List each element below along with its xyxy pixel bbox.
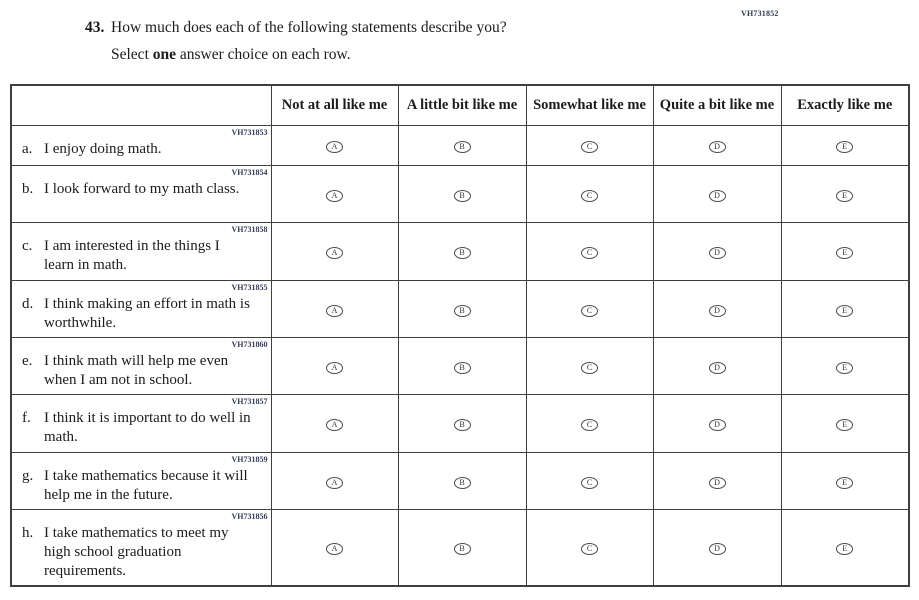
table-header xyxy=(11,85,909,125)
option-cell xyxy=(271,280,398,337)
option-cell xyxy=(271,165,398,222)
question-text: How much does each of the following statements describe you? xyxy=(111,19,507,36)
statement-cell xyxy=(11,337,271,394)
bubble-letter: E xyxy=(842,362,848,372)
answer-bubble-e[interactable] xyxy=(836,419,853,431)
answer-bubble-b[interactable] xyxy=(454,543,471,555)
answer-bubble-b[interactable] xyxy=(454,190,471,202)
option-cell xyxy=(526,394,653,452)
question-block xyxy=(85,18,785,64)
question-number: 43. xyxy=(85,19,105,36)
answer-bubble-d[interactable] xyxy=(709,477,726,489)
option-cell xyxy=(653,394,781,452)
answer-bubble-e[interactable] xyxy=(836,190,853,202)
answer-bubble-c[interactable] xyxy=(581,543,598,555)
option-cell xyxy=(271,337,398,394)
answer-bubble-e[interactable] xyxy=(836,305,853,317)
table-row xyxy=(11,125,909,165)
bubble-letter: C xyxy=(586,420,593,429)
answer-bubble-e[interactable] xyxy=(836,247,853,259)
option-cell xyxy=(271,222,398,280)
table-row xyxy=(11,394,909,452)
answer-bubble-b[interactable] xyxy=(454,362,471,374)
row-code: VH731855 xyxy=(231,282,268,292)
option-cell xyxy=(271,125,398,165)
option-cell xyxy=(781,280,909,337)
bubble-letter: C xyxy=(586,362,593,372)
row-letter: g. xyxy=(22,467,34,484)
answer-bubble-a[interactable] xyxy=(326,477,343,489)
statement-cell xyxy=(11,280,271,337)
option-cell xyxy=(398,452,526,509)
bubble-letter: C xyxy=(586,544,593,553)
option-cell xyxy=(398,125,526,165)
option-cell xyxy=(781,452,909,509)
answer-bubble-d[interactable] xyxy=(709,362,726,374)
column-header: A little bit like me xyxy=(398,85,526,125)
bubble-letter: A xyxy=(331,477,338,487)
row-letter: h. xyxy=(22,524,34,541)
bubble-letter: C xyxy=(586,248,593,257)
option-cell xyxy=(653,165,781,222)
bubble-letter: A xyxy=(331,420,338,429)
bubble-letter: B xyxy=(459,544,465,553)
answer-bubble-d[interactable] xyxy=(709,543,726,555)
option-cell xyxy=(653,125,781,165)
row-letter: b. xyxy=(22,180,34,197)
column-header: Not at all like me xyxy=(271,85,398,125)
column-header: Quite a bit like me xyxy=(653,85,781,125)
statement-text: I enjoy doing math. xyxy=(44,140,162,157)
bubble-letter: B xyxy=(459,248,465,257)
table-row xyxy=(11,165,909,222)
answer-bubble-c[interactable] xyxy=(581,305,598,317)
answer-bubble-c[interactable] xyxy=(581,190,598,202)
option-cell xyxy=(398,280,526,337)
column-header: Somewhat like me xyxy=(526,85,653,125)
row-code: VH731859 xyxy=(231,454,268,464)
answer-bubble-a[interactable] xyxy=(326,362,343,374)
answer-bubble-b[interactable] xyxy=(454,247,471,259)
answer-bubble-c[interactable] xyxy=(581,362,598,374)
bubble-letter: E xyxy=(842,305,848,315)
row-code: VH731856 xyxy=(231,511,268,521)
answer-bubble-a[interactable] xyxy=(326,190,343,202)
bubble-letter: D xyxy=(714,362,720,372)
answer-bubble-e[interactable] xyxy=(836,543,853,555)
bubble-letter: A xyxy=(331,362,338,372)
answer-bubble-a[interactable] xyxy=(326,543,343,555)
statement-text: I look forward to my math class. xyxy=(44,180,240,197)
answer-bubble-a[interactable] xyxy=(326,247,343,259)
answer-bubble-a[interactable] xyxy=(326,305,343,317)
instruction-emphasis: one xyxy=(152,46,176,63)
statement-text: I think making an effort in math is worthwhile. xyxy=(44,295,250,331)
option-cell xyxy=(398,394,526,452)
option-cell xyxy=(653,452,781,509)
bubble-letter: D xyxy=(714,190,720,200)
option-cell xyxy=(653,337,781,394)
bubble-letter: B xyxy=(459,305,465,315)
option-cell xyxy=(781,222,909,280)
statement-cell xyxy=(11,452,271,509)
row-code: VH731853 xyxy=(231,127,268,137)
table-row xyxy=(11,452,909,509)
option-cell xyxy=(271,394,398,452)
option-cell xyxy=(781,337,909,394)
option-cell xyxy=(781,394,909,452)
bubble-letter: E xyxy=(842,544,848,553)
answer-bubble-c[interactable] xyxy=(581,419,598,431)
answer-bubble-e[interactable] xyxy=(836,477,853,489)
bubble-letter: B xyxy=(459,420,465,429)
answer-matrix-table xyxy=(10,84,910,587)
table-row xyxy=(11,280,909,337)
row-letter: c. xyxy=(22,237,33,254)
table-row xyxy=(11,222,909,280)
option-cell xyxy=(526,222,653,280)
option-cell xyxy=(398,165,526,222)
bubble-letter: C xyxy=(586,142,593,151)
answer-bubble-c[interactable] xyxy=(581,141,598,153)
statement-cell xyxy=(11,125,271,165)
answer-bubble-b[interactable] xyxy=(454,141,471,153)
option-cell xyxy=(526,165,653,222)
statement-text: I think math will help me even when I am not in school. xyxy=(44,352,229,388)
answer-table-body xyxy=(11,125,909,586)
statement-cell xyxy=(11,165,271,222)
bubble-letter: D xyxy=(714,420,720,429)
answer-bubble-d[interactable] xyxy=(709,305,726,317)
bubble-letter: C xyxy=(586,190,593,200)
bubble-letter: D xyxy=(714,142,720,151)
bubble-letter: D xyxy=(714,477,720,487)
table-row xyxy=(11,337,909,394)
row-letter: d. xyxy=(22,295,34,312)
bubble-letter: A xyxy=(331,305,338,315)
answer-bubble-b[interactable] xyxy=(454,419,471,431)
bubble-letter: C xyxy=(586,477,593,487)
option-cell xyxy=(271,509,398,586)
option-cell xyxy=(526,280,653,337)
column-header: Exactly like me xyxy=(781,85,909,125)
row-code: VH731857 xyxy=(231,396,268,406)
bubble-letter: D xyxy=(714,248,720,257)
option-cell xyxy=(526,452,653,509)
answer-bubble-d[interactable] xyxy=(709,419,726,431)
bubble-letter: E xyxy=(842,190,848,200)
answer-bubble-d[interactable] xyxy=(709,141,726,153)
option-cell xyxy=(653,280,781,337)
option-cell xyxy=(653,222,781,280)
statement-cell xyxy=(11,394,271,452)
answer-bubble-e[interactable] xyxy=(836,362,853,374)
option-cell xyxy=(781,165,909,222)
bubble-letter: B xyxy=(459,190,465,200)
statement-text: I am interested in the things I learn in math. xyxy=(44,237,220,273)
bubble-letter: E xyxy=(842,142,848,151)
statement-text: I take mathematics because it will help me in the future. xyxy=(44,467,248,503)
row-letter: f. xyxy=(22,409,31,426)
statement-column-header xyxy=(11,85,271,125)
answer-bubble-b[interactable] xyxy=(454,305,471,317)
header-row xyxy=(11,85,909,125)
bubble-letter: A xyxy=(331,544,338,553)
answer-bubble-c[interactable] xyxy=(581,477,598,489)
bubble-letter: B xyxy=(459,477,465,487)
bubble-letter: C xyxy=(586,305,593,315)
option-cell xyxy=(271,452,398,509)
answer-bubble-b[interactable] xyxy=(454,477,471,489)
statement-text: I think it is important to do well in math. xyxy=(44,409,251,445)
option-cell xyxy=(526,125,653,165)
answer-bubble-d[interactable] xyxy=(709,247,726,259)
answer-bubble-a[interactable] xyxy=(326,419,343,431)
bubble-letter: A xyxy=(331,248,338,257)
bubble-letter: B xyxy=(459,362,465,372)
bubble-letter: B xyxy=(459,142,465,151)
option-cell xyxy=(398,337,526,394)
option-cell xyxy=(398,222,526,280)
row-code: VH731854 xyxy=(231,167,268,177)
statement-text: I take mathematics to meet my high school graduation requirements. xyxy=(44,524,229,579)
option-cell xyxy=(781,509,909,586)
statement-cell xyxy=(11,509,271,586)
row-code: VH731858 xyxy=(231,224,268,234)
bubble-letter: E xyxy=(842,420,848,429)
bubble-letter: A xyxy=(331,142,338,151)
accession-code: VH731852 xyxy=(741,9,779,18)
bubble-letter: E xyxy=(842,248,848,257)
table-row xyxy=(11,509,909,586)
option-cell xyxy=(526,509,653,586)
answer-bubble-a[interactable] xyxy=(326,141,343,153)
option-cell xyxy=(653,509,781,586)
option-cell xyxy=(526,337,653,394)
row-letter: e. xyxy=(22,352,33,369)
bubble-letter: D xyxy=(714,544,720,553)
row-code: VH731860 xyxy=(231,339,268,349)
bubble-letter: D xyxy=(714,305,720,315)
statement-cell xyxy=(11,222,271,280)
answer-bubble-c[interactable] xyxy=(581,247,598,259)
answer-bubble-e[interactable] xyxy=(836,141,853,153)
question-instruction: Select one answer choice on each row. xyxy=(111,46,351,63)
option-cell xyxy=(781,125,909,165)
option-cell xyxy=(398,509,526,586)
answer-bubble-d[interactable] xyxy=(709,190,726,202)
bubble-letter: E xyxy=(842,477,848,487)
row-letter: a. xyxy=(22,140,33,157)
bubble-letter: A xyxy=(331,190,338,200)
